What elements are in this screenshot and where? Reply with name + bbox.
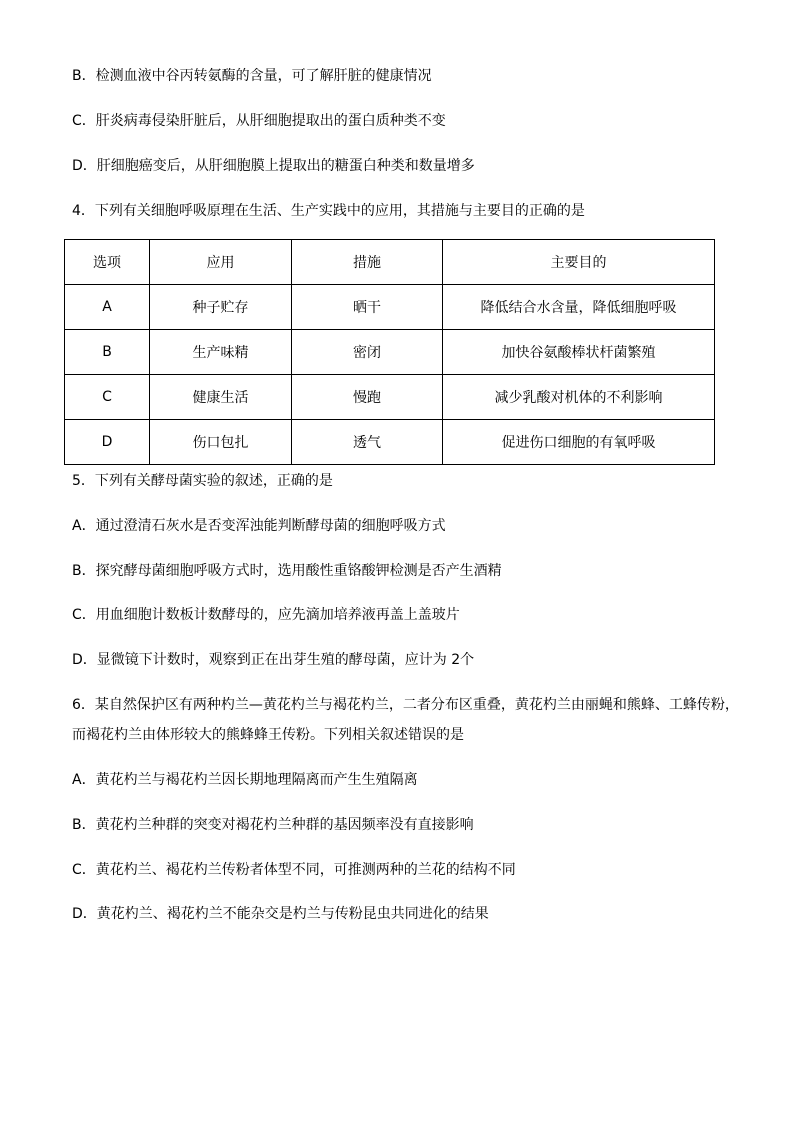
- table-cell: 慢跑: [292, 375, 443, 420]
- q6-stem-line-1: 6．某自然保护区有两种杓兰—黄花杓兰与褐花杓兰，二者分布区重叠，黄花杓兰由丽蝇和熊蜂、工蜂传粉，: [72, 697, 739, 713]
- q5-option-d: D．显微镜下计数时，观察到正在出芽生殖的酵母菌，应计为 2个: [72, 652, 475, 668]
- table-cell: 生产味精: [150, 330, 292, 375]
- q5-option-c: C．用血细胞计数板计数酵母的，应先滴加培养液再盖上盖玻片: [72, 607, 460, 623]
- table-cell: 密闭: [292, 330, 443, 375]
- q6-option-c: C．黄花杓兰、褐花杓兰传粉者体型不同，可推测两种的兰花的结构不同: [72, 862, 516, 878]
- table-header-row: [65, 240, 715, 285]
- q5-option-a: A．通过澄清石灰水是否变浑浊能判断酵母菌的细胞呼吸方式: [72, 518, 446, 534]
- q6-option-d: D．黄花杓兰、褐花杓兰不能杂交是杓兰与传粉昆虫共同进化的结果: [72, 906, 489, 922]
- q6-option-b: B．黄花杓兰种群的突变对褐花杓兰种群的基因频率没有直接影响: [72, 817, 474, 833]
- header-application: 应用: [150, 240, 292, 285]
- table-cell: A: [65, 285, 150, 330]
- table-row: [65, 420, 715, 465]
- table-cell: 降低结合水含量，降低细胞呼吸: [443, 285, 715, 330]
- table-cell: 透气: [292, 420, 443, 465]
- q6-option-a: A．黄花杓兰与褐花杓兰因长期地理隔离而产生生殖隔离: [72, 772, 418, 788]
- table-cell: 种子贮存: [150, 285, 292, 330]
- table-row: [65, 285, 715, 330]
- table-cell: 伤口包扎: [150, 420, 292, 465]
- q3-option-b: B．检测血液中谷丙转氨酶的含量，可了解肝脏的健康情况: [72, 68, 432, 84]
- table-cell: C: [65, 375, 150, 420]
- table-cell: 健康生活: [150, 375, 292, 420]
- q4-stem: 4．下列有关细胞呼吸原理在生活、生产实践中的应用，其措施与主要目的正确的是: [72, 203, 585, 219]
- header-option: 选项: [65, 240, 150, 285]
- q3-option-c: C．肝炎病毒侵染肝脏后，从肝细胞提取出的蛋白质种类不变: [72, 113, 446, 129]
- table-row: [65, 330, 715, 375]
- q4-options-table: [64, 239, 715, 465]
- table-cell: B: [65, 330, 150, 375]
- header-purpose: 主要目的: [443, 240, 715, 285]
- q5-option-b: B．探究酵母菌细胞呼吸方式时，选用酸性重铬酸钾检测是否产生酒精: [72, 563, 502, 579]
- header-measure: 措施: [292, 240, 443, 285]
- table-row: [65, 375, 715, 420]
- q3-option-d: D．肝细胞癌变后，从肝细胞膜上提取出的糖蛋白种类和数量增多: [72, 158, 475, 174]
- table-cell: D: [65, 420, 150, 465]
- table-cell: 减少乳酸对机体的不利影响: [443, 375, 715, 420]
- table-cell: 加快谷氨酸棒状杆菌繁殖: [443, 330, 715, 375]
- table-cell: 促进伤口细胞的有氧呼吸: [443, 420, 715, 465]
- q6-stem-line-2: 而褐花杓兰由体形较大的熊蜂蜂王传粉。下列相关叙述错误的是: [72, 727, 464, 743]
- table-cell: 晒干: [292, 285, 443, 330]
- q5-stem: 5．下列有关酵母菌实验的叙述，正确的是: [72, 473, 333, 489]
